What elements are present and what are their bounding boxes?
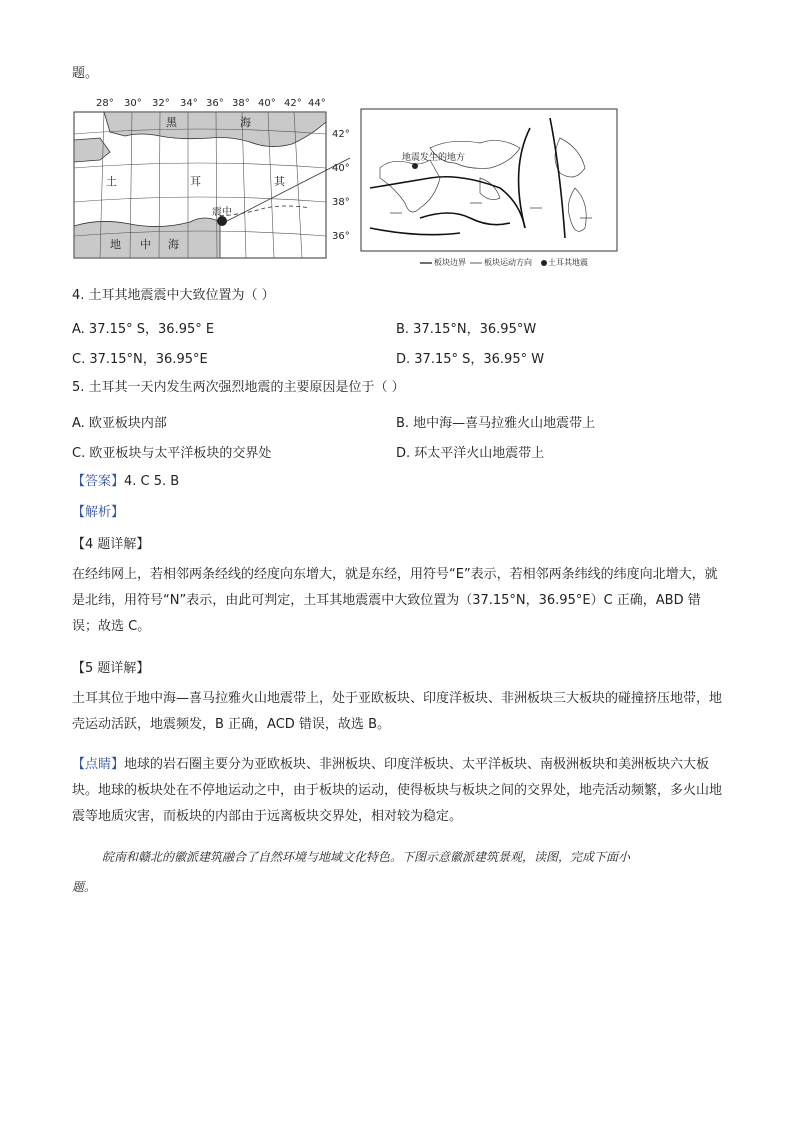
q5-option-a: A. 欧亚板块内部 [72,416,167,431]
detail4-text: 在经纬网上，若相邻两条经线的经度向东增大，就是东经，用符号“E”表示，若相邻两条纬线的纬度向北增大，就是北纬，用符号“N”表示，由此可判定，土耳其地震震中大致位置为（37.15°N，36.95°E）C 正确，ABD 错误；故选 C。 [72,567,718,634]
q5-option-c: C. 欧亚板块与太平洋板块的交界处 [72,446,272,461]
detail5-label: 【5 题详解】 [72,661,150,676]
lon-label: 34° [180,98,198,109]
lat-label: 36° [332,231,350,242]
detail5-text: 土耳其位于地中海—喜马拉雅火山地震带上，处于亚欧板块、印度洋板块、非洲板块三大板块的碰撞挤压地带，地壳运动活跃，地震频发，B 正确，ACD 错误，故选 B。 [72,691,723,732]
q4-option-d: D. 37.15° S，36.95° W [396,352,545,367]
lon-label: 36° [206,98,224,109]
top-fragment: 题。 [72,66,99,81]
quake-label: 地震发生的地方 [402,153,466,163]
lon-label: 28° [96,98,114,109]
lon-label: 32° [152,98,170,109]
country-label: 其 [274,175,285,188]
sea-label: 黑 [166,116,177,129]
answer-line [72,472,179,492]
q5-option-d: D. 环太平洋火山地震带上 [396,446,545,461]
q4-option-b: B. 37.15°N，36.95°W [396,322,537,337]
country-label: 土 [106,175,117,188]
legend-boundary: 板块边界 [434,258,466,267]
legend-direction: 板块运动方向 [484,258,532,267]
detail4-label: 【4 题详解】 [72,537,150,552]
q5-option-b: B. 地中海—喜马拉雅火山地震带上 [396,416,596,431]
plate-map [360,108,620,273]
lon-label: 44° [308,98,326,109]
q4-stem: 4. 土耳其地震震中大致位置为（ ） [72,288,275,303]
epicenter-label: 震中 [212,207,232,218]
q4-option-c: C. 37.15°N，36.95°E [72,352,208,367]
lat-label: 42° [332,129,350,140]
sea-label: 中 [140,238,151,251]
tip-label: 【点睛】 [72,757,125,772]
country-label: 耳 [190,175,201,188]
tip-block [72,752,722,830]
sea-label: 海 [240,116,251,129]
q4-option-a: A. 37.15° S，36.95° E [72,322,215,337]
tip-text: 地球的岩石圈主要分为亚欧板块、非洲板块、印度洋板块、太平洋板块、南极洲板块和美洲板块六大板块。地球的板块处在不停地运动之中，由于板块的运动，使得板块与板块之间的交界处，地壳活动频繁，多火山地震等地质灾害，而板块的内部由于远离板块交界处，相对较为稳定。 [72,757,723,824]
sea-label: 地 [110,238,121,251]
next-intro-line1: 皖南和赣北的徽派建筑融合了自然环境与地域文化特色。下图示意徽派建筑景观，读图，完成下面小 [102,850,631,864]
answer-value: 4. C 5. B [124,474,180,489]
next-intro-line2: 题。 [72,880,97,894]
lat-label: 38° [332,197,350,208]
legend-quake: 土耳其地震 [548,258,588,267]
answer-label: 【答案】 [72,474,125,489]
lon-label: 30° [124,98,142,109]
sea-label: 海 [168,238,179,251]
lon-label: 40° [258,98,276,109]
q5-stem: 5. 土耳其一天内发生两次强烈地震的主要原因是位于（ ） [72,380,405,395]
lat-label: 40° [332,163,350,174]
lon-label: 38° [232,98,250,109]
lon-label: 42° [284,98,302,109]
analysis-label: 【解析】 [72,505,125,520]
